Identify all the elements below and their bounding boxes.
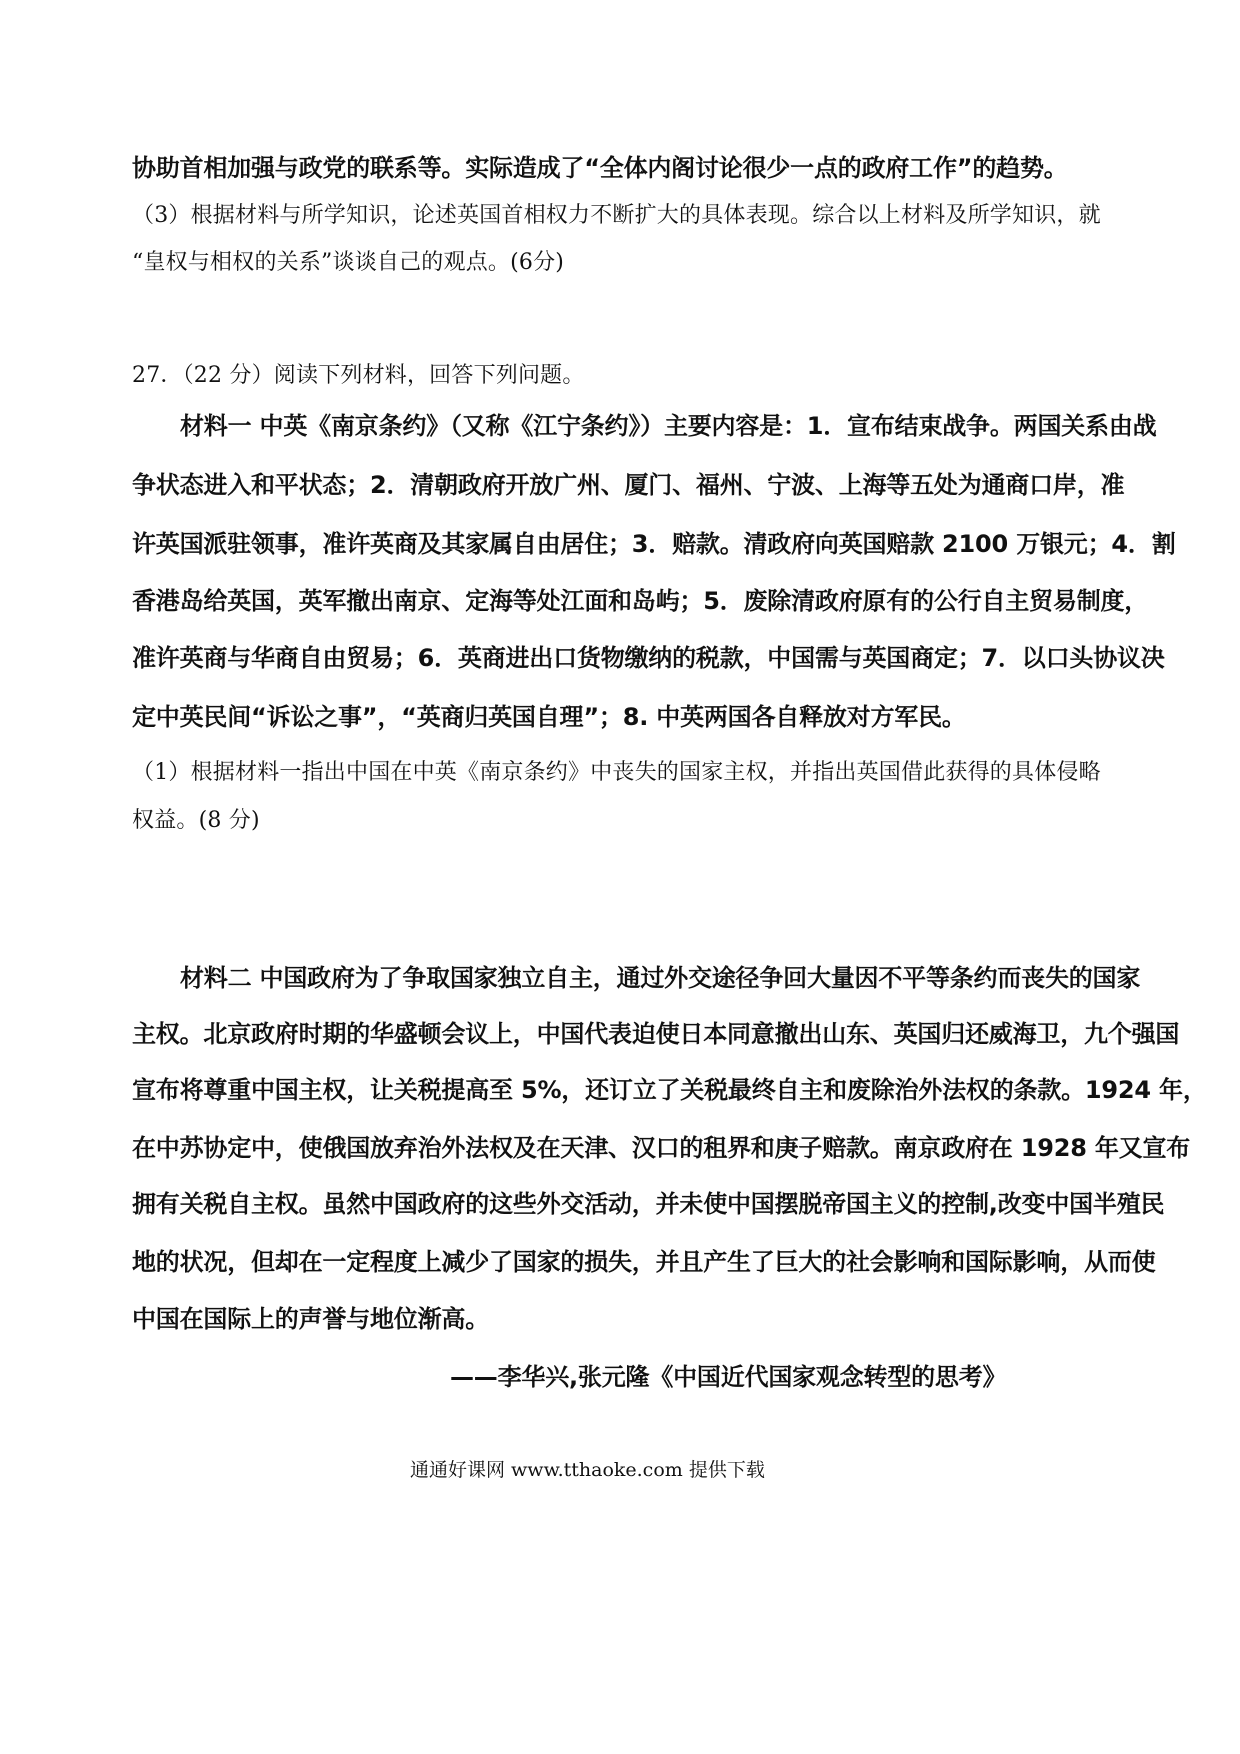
question-3-line-1: （3）根据材料与所学知识，论述英国首相权力不断扩大的具体表现。综合以上材料及所学知识，就 (132, 203, 1101, 228)
material-1-line-5: 准许英商与华商自由贸易；6．英商进出口货物缴纳的税款，中国需与英国商定；7．以口头协议决 (132, 644, 1165, 672)
material-2-line-1: 材料二 中国政府为了争取国家独立自主，通过外交途径争回大量因不平等条约而丧失的国家 (180, 964, 1141, 992)
material-2-line-5: 拥有关税自主权。虽然中国政府的这些外交活动，并未使中国摆脱帝国主义的控制,改变中国半殖民 (132, 1190, 1165, 1218)
material-2-line-2: 主权。北京政府时期的华盛顿会议上，中国代表迫使日本同意撤出山东、英国归还威海卫，九个强国 (132, 1020, 1180, 1048)
material-1-line-3: 许英国派驻领事，准许英商及其家属自由居住；3．赔款。清政府向英国赔款 2100 万银元；4．割 (132, 530, 1176, 558)
prev-material-line-1: 协助首相加强与政党的联系等。实际造成了“全体内阁讨论很少一点的政府工作”的趋势。 (132, 154, 1068, 182)
question-1-line-1: （1）根据材料一指出中国在中英《南京条约》中丧失的国家主权，并指出英国借此获得的具体侵略 (132, 760, 1101, 785)
page-footer: 通通好课网 www.tthaoke.com 提供下载 (410, 1459, 765, 1481)
material-1-line-2: 争状态进入和平状态；2．清朝政府开放广州、厦门、福州、宁波、上海等五处为通商口岸，准 (132, 471, 1125, 499)
material-1-line-1: 材料一 中英《南京条约》（又称《江宁条约》）主要内容是：1．宣布结束战争。两国关系由战 (180, 412, 1157, 440)
material-2-line-4: 在中苏协定中，使俄国放弃治外法权及在天津、汉口的租界和庚子赔款。南京政府在 1928 年又宣布 (132, 1134, 1191, 1162)
material-2-line-3: 宣布将尊重中国主权，让关税提高至 5%，还订立了关税最终自主和废除治外法权的条款。1924 年， (132, 1076, 1207, 1104)
material-1-line-4: 香港岛给英国，英军撤出南京、定海等处江面和岛屿；5．废除清政府原有的公行自主贸易制度， (132, 587, 1149, 615)
question-1-line-2: 权益。(8 分) (132, 808, 260, 833)
question-3-line-2: “皇权与相权的关系”谈谈自己的观点。(6分) (132, 250, 565, 275)
material-2-source: ——李华兴,张元隆《中国近代国家观念转型的思考》 (450, 1363, 1007, 1391)
material-2-line-6: 地的状况，但却在一定程度上减少了国家的损失，并且产生了巨大的社会影响和国际影响，从而使 (132, 1248, 1156, 1276)
question-27-heading: 27．（22 分）阅读下列材料，回答下列问题。 (132, 363, 585, 388)
material-1-line-6: 定中英民间“诉讼之事”，“英商归英国自理”；8. 中英两国各自释放对方军民。 (132, 703, 966, 731)
material-2-line-7: 中国在国际上的声誉与地位渐高。 (132, 1305, 489, 1333)
